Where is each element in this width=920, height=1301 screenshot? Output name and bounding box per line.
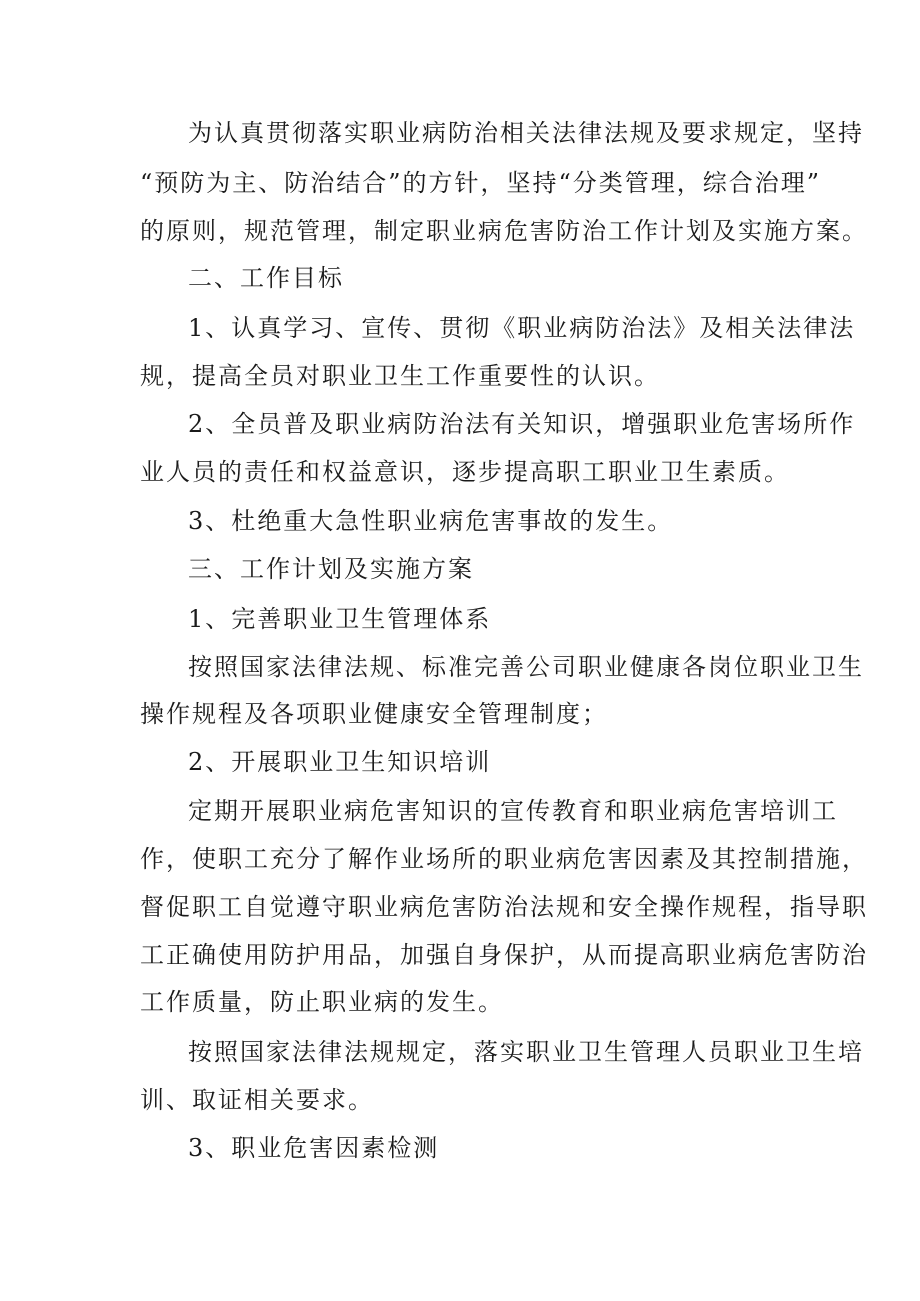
text-line: 为认真贯彻落实职业病防治相关法律法规及要求规定，坚持 [188, 119, 864, 147]
text-line: 业人员的责任和权益意识，逐步提高职工职业卫生素质。 [140, 458, 790, 486]
text-line: “预防为主、防治结合”的方针，坚持“分类管理，综合治理” [140, 169, 822, 197]
text-line: 3、杜绝重大急性职业病危害事故的发生。 [188, 507, 674, 535]
text-line: 按照国家法律法规规定，落实职业卫生管理人员职业卫生培 [188, 1038, 864, 1066]
text-line: 定期开展职业病危害知识的宣传教育和职业病危害培训工 [188, 797, 838, 825]
section-heading: 二、工作目标 [188, 264, 344, 292]
section-heading: 三、工作计划及实施方案 [188, 555, 474, 583]
text-line: 作，使职工充分了解作业场所的职业病危害因素及其控制措施， [140, 845, 868, 873]
text-line: 工正确使用防护用品，加强自身保护，从而提高职业病危害防治 [140, 941, 868, 969]
text-line: 训、取证相关要求。 [140, 1086, 374, 1114]
text-line: 1、认真学习、宣传、贯彻《职业病防治法》及相关法律法 [188, 314, 856, 342]
text-line: 督促职工自觉遵守职业病危害防治法规和安全操作规程，指导职 [140, 893, 868, 921]
text-line: 2、全员普及职业病防治法有关知识，增强职业危害场所作 [188, 410, 856, 438]
subsection-heading: 3、职业危害因素检测 [188, 1134, 440, 1162]
text-line: 按照国家法律法规、标准完善公司职业健康各岗位职业卫生 [188, 653, 864, 681]
subsection-heading: 2、开展职业卫生知识培训 [188, 748, 492, 776]
text-line: 操作规程及各项职业健康安全管理制度； [140, 700, 608, 728]
text-line: 规，提高全员对职业卫生工作重要性的认识。 [140, 362, 660, 390]
text-line: 的原则，规范管理，制定职业病危害防治工作计划及实施方案。 [140, 217, 868, 245]
subsection-heading: 1、完善职业卫生管理体系 [188, 605, 492, 633]
text-line: 工作质量，防止职业病的发生。 [140, 988, 504, 1016]
